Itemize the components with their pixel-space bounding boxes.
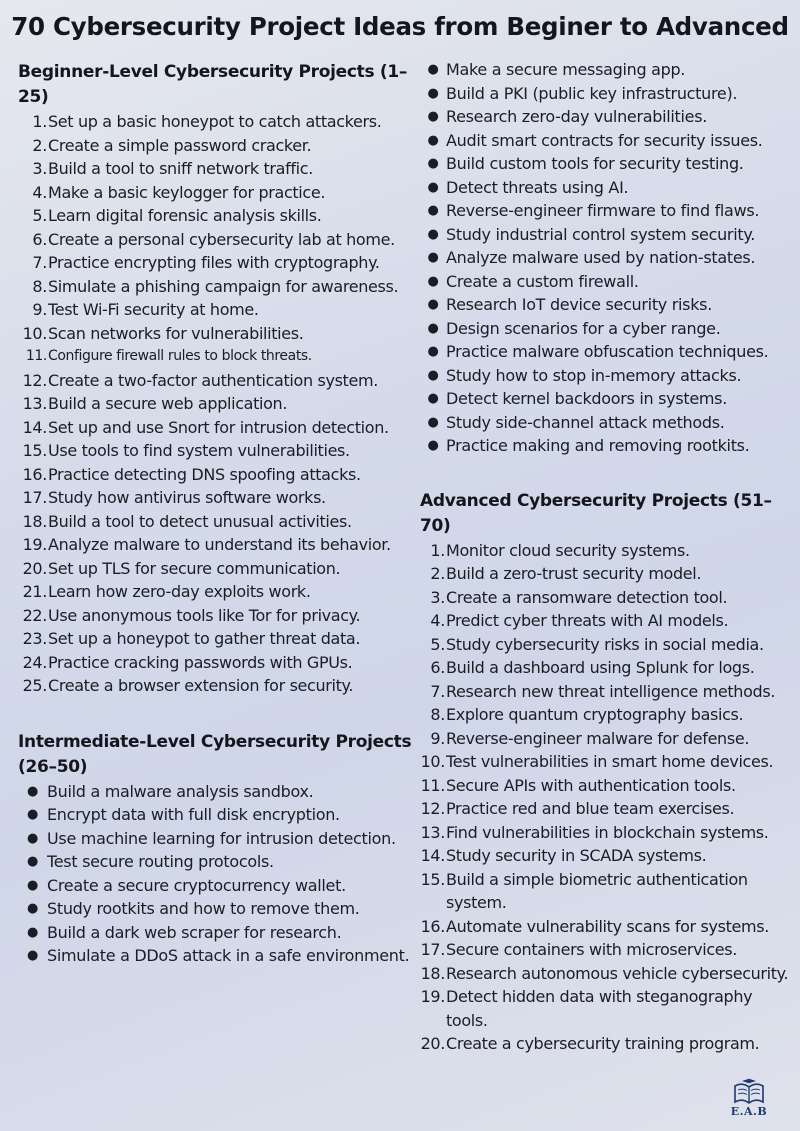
item-text: Learn how zero-day exploits work.: [48, 582, 311, 601]
item-text: Research zero-day vulnerabilities.: [446, 107, 708, 126]
item-number: 2.: [430, 564, 445, 583]
item-number: 2.: [32, 135, 47, 155]
item-text: Monitor cloud security systems.: [446, 540, 690, 560]
item-text: Practice red and blue team exercises.: [446, 799, 735, 818]
bullet-icon: ●: [26, 854, 39, 869]
list-item: [18, 416, 413, 440]
list-item: [18, 157, 413, 181]
item-number: 4.: [32, 182, 47, 202]
item-number: 1.: [430, 540, 445, 560]
item-text: Learn digital forensic analysis skills.: [48, 206, 322, 225]
bullet-icon: ●: [427, 438, 439, 453]
item-text: Explore quantum cryptography basics.: [446, 705, 744, 724]
item-number: 24.: [22, 652, 47, 672]
list-item: [420, 539, 798, 563]
list-item: [18, 533, 413, 557]
bullet-icon: ●: [427, 156, 439, 171]
list-item: [420, 317, 798, 341]
item-text: Analyze malware used by nation-states.: [446, 248, 756, 267]
item-text: Predict cyber threats with AI models.: [446, 611, 729, 630]
item-text: Practice detecting DNS spoofing attacks.: [48, 464, 361, 484]
list-item: [18, 944, 413, 968]
item-number: 21.: [22, 582, 47, 601]
item-text: Set up and use Snort for intrusion detection.: [48, 417, 389, 437]
item-text: Practice malware obfuscation techniques.: [446, 342, 769, 361]
item-text: Secure containers with microservices.: [446, 940, 737, 959]
bullet-icon: ●: [427, 62, 439, 77]
list-item: [420, 821, 798, 845]
item-text: Practice encrypting files with cryptography.: [48, 253, 380, 272]
item-text: Create a simple password cracker.: [48, 135, 312, 155]
item-number: 6.: [430, 658, 445, 677]
bullet-icon: ●: [427, 226, 439, 242]
bullet-icon: ●: [26, 783, 39, 799]
item-number: 13.: [22, 394, 47, 413]
list-item: [420, 270, 798, 294]
list-item: [18, 275, 413, 299]
list-item: [420, 915, 798, 939]
list-item: [420, 82, 798, 106]
item-text: Set up a basic honeypot to catch attackers.: [48, 112, 382, 131]
item-number: 11.: [420, 775, 445, 795]
item-text: Automate vulnerability scans for systems.: [446, 916, 769, 936]
item-number: 17.: [420, 940, 445, 959]
item-text: Set up TLS for secure communication.: [48, 558, 341, 578]
item-text: Scan networks for vulnerabilities.: [48, 323, 304, 343]
intermediate-heading: Intermediate-Level Cybersecurity Projects (26–50): [18, 731, 412, 777]
item-text: Study how antivirus software works.: [48, 488, 326, 507]
item-number: 18.: [420, 963, 445, 983]
list-item: [18, 228, 413, 252]
item-text: Detect kernel backdoors in systems.: [446, 389, 727, 408]
list-item: [420, 152, 798, 176]
bullet-icon: ●: [427, 391, 439, 406]
item-number: 8.: [430, 705, 445, 724]
list-item: [420, 609, 798, 633]
list-item: [420, 750, 798, 774]
list-item: [420, 586, 798, 610]
item-number: 19.: [22, 535, 47, 554]
item-number: 20.: [420, 1034, 445, 1053]
item-number: 6.: [32, 229, 47, 249]
list-item: [18, 897, 413, 921]
item-number: 1.: [32, 112, 47, 131]
item-text: Build a dashboard using Splunk for logs.: [446, 658, 755, 677]
intermediate-list-left: [18, 780, 413, 968]
item-text: Build a tool to detect unusual activities.: [48, 511, 352, 531]
bullet-icon: ●: [427, 273, 439, 289]
list-item: [18, 627, 413, 651]
list-item: [18, 110, 413, 134]
item-text: Study rootkits and how to remove them.: [47, 899, 360, 918]
intermediate-list-right: [420, 58, 798, 458]
item-text: Build a zero-trust security model.: [446, 564, 702, 583]
list-item: [18, 298, 413, 322]
list-item: [420, 58, 798, 82]
list-item: [420, 387, 798, 411]
item-text: Detect hidden data with steganography tools.: [446, 987, 753, 1030]
advanced-heading: Advanced Cybersecurity Projects (51–70): [420, 490, 772, 536]
list-item: [18, 486, 413, 510]
item-number: 14.: [420, 846, 445, 865]
list-item: [420, 680, 798, 704]
item-text: Test vulnerabilities in smart home devices.: [446, 752, 774, 771]
list-item: [420, 199, 798, 223]
list-item: [420, 727, 798, 751]
item-number: 12.: [420, 799, 445, 818]
bullet-icon: ●: [26, 807, 39, 822]
list-item: [18, 827, 413, 851]
bullet-icon: ●: [26, 830, 39, 846]
item-text: Practice making and removing rootkits.: [446, 436, 750, 455]
item-text: Use machine learning for intrusion detection.: [47, 828, 396, 848]
item-number: 13.: [420, 822, 445, 842]
item-text: Simulate a DDoS attack in a safe environment.: [47, 946, 410, 965]
item-text: Build custom tools for security testing.: [446, 154, 744, 173]
item-number: 3.: [32, 159, 47, 178]
item-text: Build a tool to sniff network traffic.: [48, 159, 313, 178]
bullet-icon: ●: [427, 367, 439, 383]
list-item: [18, 510, 413, 534]
item-number: 15.: [22, 441, 47, 460]
list-item: [420, 797, 798, 821]
list-item: [18, 803, 413, 827]
list-item: [420, 938, 798, 962]
list-item: [420, 129, 798, 153]
list-item: [420, 962, 798, 986]
item-text: Reverse-engineer malware for defense.: [446, 728, 750, 748]
item-number: 20.: [22, 558, 47, 578]
item-text: Study how to stop in-memory attacks.: [446, 365, 742, 385]
bullet-icon: ●: [26, 877, 39, 893]
page-title: 70 Cybersecurity Project Ideas from Beginer to Advanced: [11, 12, 789, 41]
bullet-icon: ●: [427, 85, 439, 101]
item-text: Configure firewall rules to block threats.: [48, 348, 312, 364]
bullet-icon: ●: [26, 901, 39, 916]
item-text: Reverse-engineer firmware to find flaws.: [446, 201, 760, 220]
list-item: [18, 463, 413, 487]
item-number: 8.: [32, 276, 47, 296]
item-text: Create a cybersecurity training program.: [446, 1034, 760, 1053]
item-text: Study cybersecurity risks in social media.: [446, 634, 764, 654]
item-text: Audit smart contracts for security issues.: [446, 130, 763, 150]
bullet-icon: ●: [427, 179, 439, 195]
item-number: 14.: [22, 417, 47, 437]
list-item: [420, 1032, 798, 1056]
list-item: [18, 557, 413, 581]
item-number: 12.: [22, 370, 47, 390]
beginner-heading: Beginner-Level Cybersecurity Projects (1–25): [18, 62, 408, 107]
list-item: [420, 340, 798, 364]
item-number: 18.: [22, 511, 47, 531]
list-item: [18, 850, 413, 874]
list-item: [18, 674, 413, 698]
book-logo-icon: [732, 1078, 766, 1106]
item-number: 23.: [22, 629, 47, 648]
item-number: 17.: [22, 488, 47, 507]
item-number: 3.: [430, 587, 445, 607]
item-number: 5.: [32, 206, 47, 225]
left-column: [18, 60, 413, 968]
item-number: 15.: [420, 869, 445, 889]
item-number: 25.: [22, 676, 47, 695]
list-item: [18, 874, 413, 898]
list-item: [18, 134, 413, 158]
list-item: [420, 868, 798, 915]
bullet-icon: ●: [427, 250, 439, 265]
list-item: [18, 604, 413, 628]
item-text: Create a browser extension for security.: [48, 676, 354, 695]
list-item: [420, 633, 798, 657]
item-text: Test secure routing protocols.: [47, 852, 274, 871]
list-item: [18, 439, 413, 463]
right-column: [420, 58, 798, 1056]
item-text: Practice cracking passwords with GPUs.: [48, 652, 353, 672]
item-text: Set up a honeypot to gather threat data.: [48, 629, 361, 648]
item-number: 5.: [430, 634, 445, 654]
item-number: 19.: [420, 987, 445, 1006]
item-text: Create a secure cryptocurrency wallet.: [47, 875, 346, 895]
item-number: 22.: [22, 605, 47, 625]
item-text: Secure APIs with authentication tools.: [446, 775, 736, 795]
list-item: [18, 780, 413, 804]
list-item: [420, 411, 798, 435]
list-item: [18, 369, 413, 393]
item-text: Research new threat intelligence methods.: [446, 681, 776, 701]
item-number: 9.: [32, 300, 47, 319]
item-text: Build a malware analysis sandbox.: [47, 781, 314, 801]
item-text: Study side-channel attack methods.: [446, 412, 725, 432]
item-text: Build a secure web application.: [48, 394, 288, 413]
list-item: [18, 392, 413, 416]
item-text: Test Wi-Fi security at home.: [48, 300, 259, 319]
list-item: [420, 434, 798, 458]
item-text: Create a custom firewall.: [446, 271, 639, 291]
list-item: [18, 181, 413, 205]
item-text: Make a basic keylogger for practice.: [48, 182, 326, 202]
bullet-icon: ●: [427, 203, 439, 218]
list-item: [420, 844, 798, 868]
bullet-icon: ●: [26, 948, 39, 963]
item-text: Build a dark web scraper for research.: [47, 922, 342, 942]
item-number: 10.: [22, 323, 47, 343]
item-text: Build a simple biometric authentication system.: [446, 869, 748, 912]
list-item: [420, 105, 798, 129]
item-number: 11.: [25, 348, 47, 364]
logo-text: E.A.B: [730, 1105, 768, 1118]
list-item: [18, 251, 413, 275]
list-item: [420, 985, 798, 1032]
item-text: Encrypt data with full disk encryption.: [47, 805, 340, 824]
list-item: [420, 656, 798, 680]
item-text: Create a personal cybersecurity lab at home.: [48, 229, 395, 249]
item-text: Study industrial control system security.: [446, 224, 755, 244]
bullet-icon: ●: [427, 320, 439, 336]
bullet-icon: ●: [26, 924, 39, 940]
advanced-list: [420, 539, 798, 1056]
list-item: [420, 703, 798, 727]
item-text: Research autonomous vehicle cybersecurity.: [446, 963, 789, 983]
list-item: [18, 322, 413, 346]
bullet-icon: ●: [427, 344, 439, 359]
list-item: [420, 562, 798, 586]
list-item: [420, 246, 798, 270]
item-text: Make a secure messaging app.: [446, 60, 686, 79]
item-number: 10.: [420, 752, 445, 771]
list-item: [420, 293, 798, 317]
item-text: Build a PKI (public key infrastructure).: [446, 83, 738, 103]
item-text: Simulate a phishing campaign for awareness.: [48, 276, 399, 296]
item-number: 16.: [420, 916, 445, 936]
item-text: Design scenarios for a cyber range.: [446, 318, 721, 338]
item-text: Research IoT device security risks.: [446, 295, 713, 314]
item-number: 16.: [22, 464, 47, 484]
list-item: [420, 774, 798, 798]
list-item: [420, 364, 798, 388]
item-number: 7.: [430, 681, 445, 701]
eab-logo: [724, 1078, 774, 1128]
bullet-icon: ●: [427, 297, 439, 312]
item-text: Create a two-factor authentication system.: [48, 370, 378, 390]
item-text: Detect threats using AI.: [446, 177, 629, 197]
item-number: 7.: [32, 253, 47, 272]
item-number: 4.: [430, 611, 445, 630]
bullet-icon: ●: [427, 414, 439, 430]
item-text: Analyze malware to understand its behavior.: [48, 535, 391, 554]
list-item: [420, 176, 798, 200]
item-text: Find vulnerabilities in blockchain systems.: [446, 822, 769, 842]
list-item: [18, 651, 413, 675]
list-item: [420, 223, 798, 247]
list-item: [18, 204, 413, 228]
bullet-icon: ●: [427, 132, 439, 148]
beginner-list: [18, 110, 413, 698]
bullet-icon: ●: [427, 109, 439, 124]
list-item: [18, 345, 413, 369]
list-item: [18, 580, 413, 604]
item-text: Study security in SCADA systems.: [446, 846, 707, 865]
item-number: 9.: [430, 728, 445, 748]
list-item: [18, 921, 413, 945]
item-text: Use tools to find system vulnerabilities.: [48, 441, 350, 460]
item-text: Create a ransomware detection tool.: [446, 587, 728, 607]
item-text: Use anonymous tools like Tor for privacy.: [48, 605, 361, 625]
